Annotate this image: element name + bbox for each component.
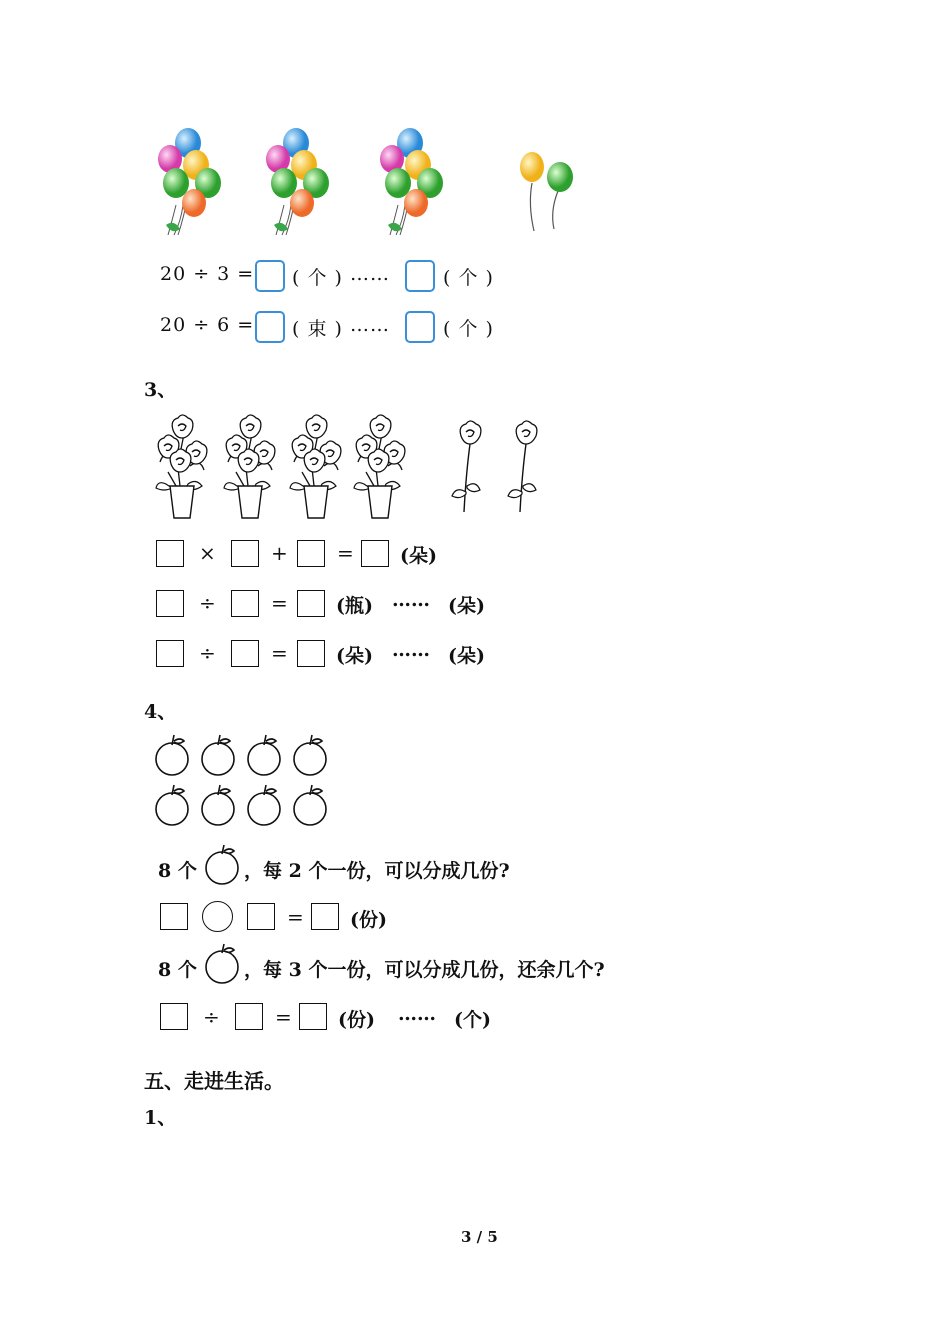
- answer-box[interactable]: [156, 640, 184, 667]
- question-text: ，每 3 个一份，可以分成几份，还余几个?: [244, 959, 605, 981]
- answer-box[interactable]: [255, 260, 285, 292]
- unit-label: (份): [350, 909, 387, 931]
- equals-sign: =: [287, 905, 304, 929]
- equals-sign: =: [275, 1005, 292, 1029]
- answer-box[interactable]: [297, 640, 325, 667]
- balloon-eq2-unit1: ( 束 ): [292, 318, 343, 340]
- balloon-eq1-unit2: ( 个 ): [443, 267, 494, 289]
- unit-label: (朵): [448, 645, 485, 667]
- balloon-eq1-lhs: 20 ÷ 3 =: [160, 263, 255, 285]
- answer-box[interactable]: [231, 540, 259, 567]
- unit-label: (朵): [448, 595, 485, 617]
- divide-sign: ÷: [199, 641, 216, 665]
- balloon-eq2-lhs: 20 ÷ 6 =: [160, 314, 255, 336]
- question-number-1: 1、: [144, 1107, 177, 1129]
- remainder-dots: ……: [398, 1003, 436, 1025]
- apples-illustration: [154, 733, 334, 827]
- apple-icon: [202, 943, 242, 985]
- answer-box[interactable]: [311, 903, 339, 930]
- answer-box[interactable]: [405, 311, 435, 343]
- answer-box[interactable]: [231, 640, 259, 667]
- answer-box[interactable]: [361, 540, 389, 567]
- times-sign: ×: [199, 541, 216, 565]
- answer-box[interactable]: [255, 311, 285, 343]
- apple-count-text: 8 个: [158, 959, 197, 981]
- answer-box[interactable]: [405, 260, 435, 292]
- balloons-illustration: [148, 125, 580, 245]
- balloon-eq2-dots: ……: [350, 314, 390, 336]
- divide-sign: ÷: [203, 1005, 220, 1029]
- section-title: 五、走进生活。: [144, 1069, 284, 1093]
- answer-box[interactable]: [156, 540, 184, 567]
- unit-label: (份): [338, 1009, 375, 1031]
- question-number-4: 4、: [144, 701, 177, 723]
- answer-box[interactable]: [231, 590, 259, 617]
- unit-label: (朵): [400, 545, 437, 567]
- answer-box[interactable]: [160, 1003, 188, 1030]
- question-text: ，每 2 个一份，可以分成几份?: [244, 860, 510, 882]
- answer-box[interactable]: [299, 1003, 327, 1030]
- answer-box[interactable]: [156, 590, 184, 617]
- apple-count-text: 8 个: [158, 860, 197, 882]
- divide-sign: ÷: [199, 591, 216, 615]
- question-number-3: 3、: [144, 379, 177, 401]
- plus-sign: +: [271, 541, 288, 565]
- flowers-illustration: [150, 414, 550, 522]
- unit-label: (个): [454, 1009, 491, 1031]
- unit-label: (朵): [336, 645, 373, 667]
- balloon-eq2-unit2: ( 个 ): [443, 318, 494, 340]
- answer-box[interactable]: [160, 903, 188, 930]
- equals-sign: =: [271, 591, 288, 615]
- equals-sign: =: [271, 641, 288, 665]
- page-number: 3 / 5: [461, 1228, 498, 1246]
- unit-label: (瓶): [336, 595, 373, 617]
- remainder-dots: ……: [392, 639, 430, 661]
- answer-box[interactable]: [297, 540, 325, 567]
- balloon-eq1-dots: ……: [350, 263, 390, 285]
- equals-sign: =: [337, 541, 354, 565]
- answer-box[interactable]: [247, 903, 275, 930]
- answer-box[interactable]: [297, 590, 325, 617]
- remainder-dots: ……: [392, 589, 430, 611]
- answer-box[interactable]: [235, 1003, 263, 1030]
- balloon-eq1-unit1: ( 个 ): [292, 267, 343, 289]
- operator-circle[interactable]: [202, 901, 233, 932]
- apple-icon: [202, 844, 242, 886]
